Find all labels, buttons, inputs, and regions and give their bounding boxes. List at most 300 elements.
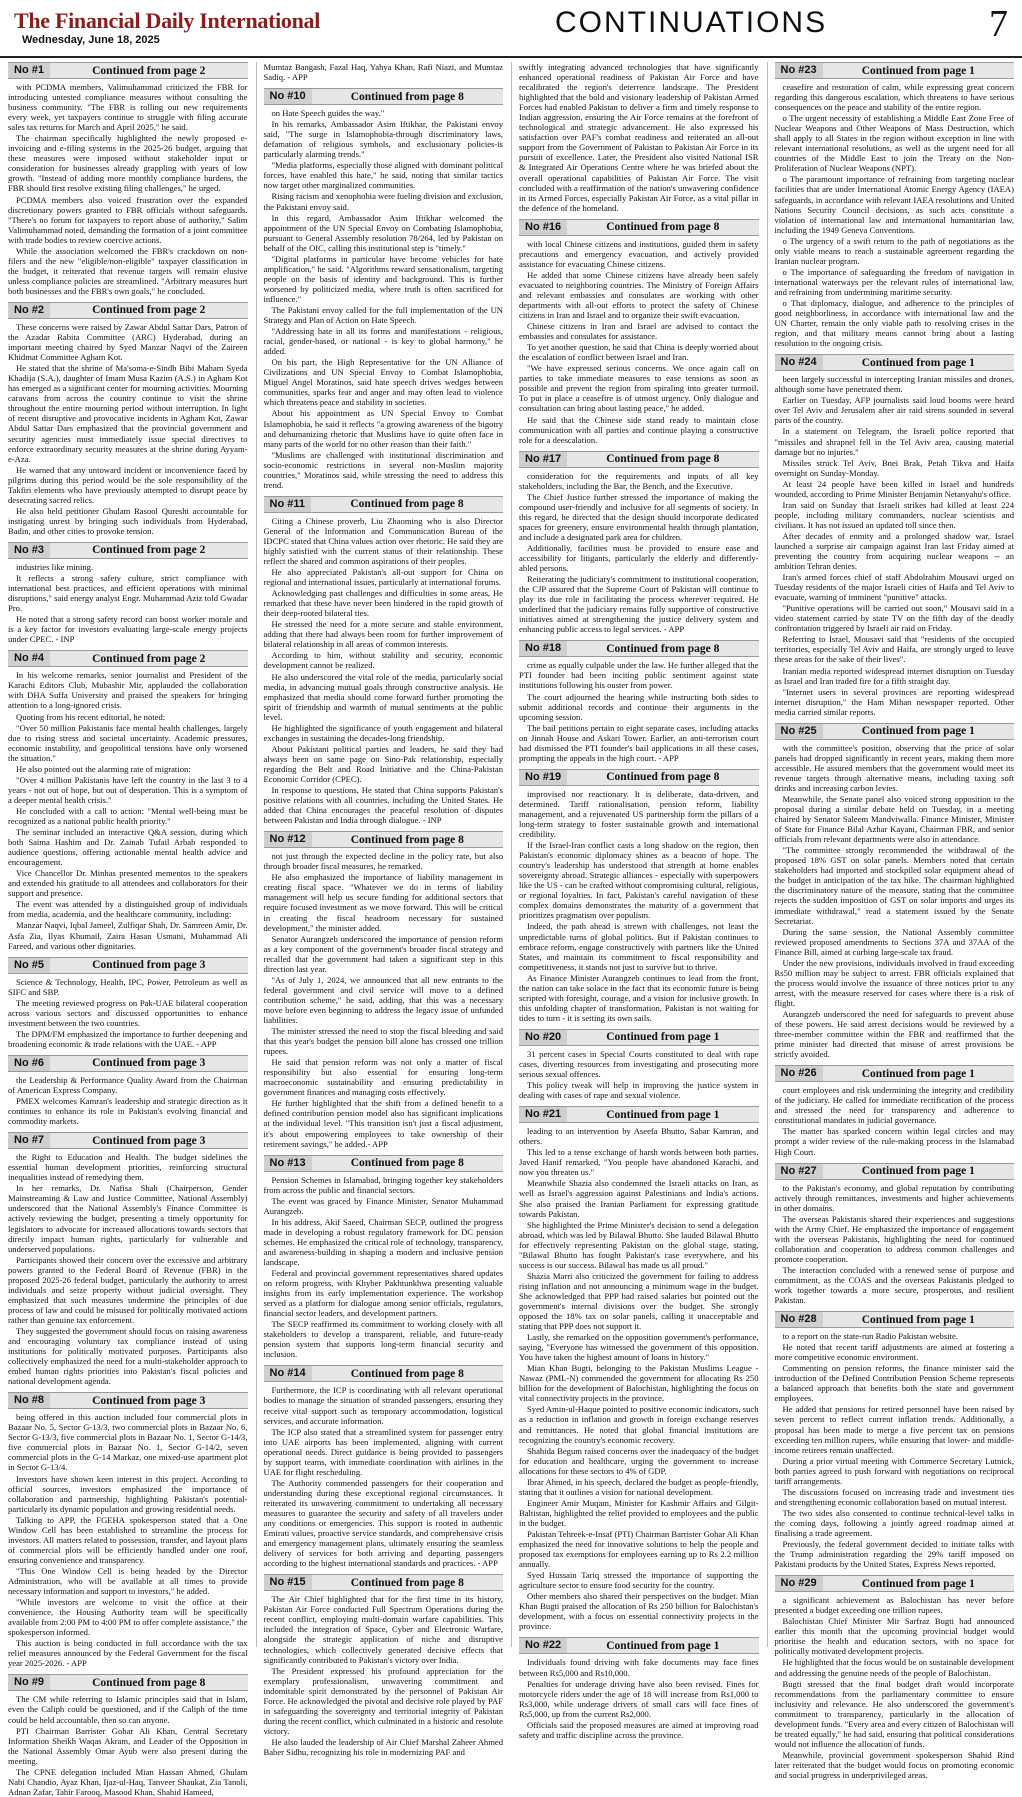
story-body — [775, 82, 1015, 348]
story — [519, 1637, 759, 1739]
continued-from-label: Continued from page 8 — [350, 498, 464, 511]
story-body — [775, 1595, 1015, 1780]
story-body — [519, 471, 759, 635]
column-1 — [8, 62, 248, 1797]
story-paragraph: He said that pension reform was not only a matter of fiscal responsibility but also essential for ensuring long-term macroeconomic sustainability and ensuring predictability in government finances and managing costs effectively. — [263, 1057, 503, 1098]
continued-from-label: Continued from page 8 — [350, 833, 464, 846]
story-header — [264, 1365, 504, 1382]
story-body — [519, 660, 759, 762]
story-paragraph: It reflects a strong safety culture, strict compliance with international best practices, and efficient operations with minimal disruptions," said energy analyst Engr. Muhammad Aziz told Gwadar Pro. — [8, 573, 248, 614]
story-paragraph: These concerns were raised by Zawar Abdul Sattar Dars, Patron of the Azadar Rabita Committee (ARC) Hyderabad, during an important meeting chaired by Syed Manzar Naqvi of the Zaireen Khidmat Committee Agham Kot. — [8, 321, 248, 363]
story-paragraph: He highlighted that the focus would be on sustainable development and addressing the genuine needs of the people of Balochistan. — [774, 1657, 1014, 1678]
story-paragraph: He also pointed out the alarming rate of migration: — [16, 763, 191, 774]
story-paragraph: Balochistan Chief Minister Mir Sarfraz Bugti had announced earlier this month that the upcoming provincial budget would prioritise the health and education sectors, with no space for politically motivated development projects. — [774, 1616, 1014, 1657]
story-header — [519, 640, 759, 657]
story-paragraph: Shazia Marri also criticized the government for failing to address rising inflation and not announcing a minimum wage in the budget. She acknowledged that PPP had raised salaries but pointed out the government's internal divisions over the budget. She strongly opposed the 18% tax on solar panels, calling it unacceptable and stating that PPP does not support it. — [519, 1270, 759, 1332]
story-paragraph: o The urgency of a swift return to the path of negotiations as the only viable means to reach a sustainable agreement regarding the Iranian nuclear program. — [774, 235, 1014, 266]
story-paragraph: Missiles struck Tel Aviv, Bnei Brak, Petah Tikva and Haifa overnight on Sunday-Monday. — [774, 457, 1014, 478]
story-paragraph: "Internet users in several provinces are reporting widespread internet disruption," the Ham Mihan newspaper reported. Other media carried similar reports. — [774, 686, 1014, 717]
story — [775, 354, 1015, 717]
continued-from-label: Continued from page 3 — [92, 959, 206, 972]
continued-from-label: Continued from page 8 — [350, 90, 464, 103]
story-paragraph: "Digital platforms in particular have become vehicles for hate amplification," he said. "Algorithms reward sensationalism, targeting people on the basis of identity and background. This is further worsened by politicized media, where truth is often sacrificed for influence." — [263, 253, 503, 304]
story-number: No #20 — [519, 1030, 567, 1045]
column-4 — [767, 62, 1015, 1780]
continued-from-label: Continued from page 1 — [861, 64, 975, 77]
story-header — [264, 831, 504, 848]
story-paragraph: The seminar included an interactive Q&A session, during which both Saima Hashim and Dr. Zainab Tufail Arbab responded to audience questions, offering actionable mental health advice and encouragement. — [8, 827, 248, 868]
story-paragraph: He also underscored the vital role of the media, particularly social media, in advancing mutual goals through constructive analysis. He emphasized that media should come forward further promoting the spirit of friendship and warmth of mutual sentiments at the public level. — [263, 671, 503, 722]
story — [519, 640, 759, 762]
story-body — [264, 108, 504, 490]
story-header — [519, 1029, 759, 1046]
story-header — [775, 62, 1015, 79]
story-paragraph: He further highlighted that the shift from a defined benefit to a defined contribution pension model also has significant implications at the individual level. "This transition isn't just a fiscal adjustment, it's about empowering employees to take ownership of their retirement savings," he added.- APP — [263, 1098, 503, 1149]
story-paragraph: PTI Chairman Barrister Gohar Ali Khan, Central Secretary Information Sheikh Waqas Akram, and Leader of the Opposition in the National Assembly Omar Ayub were also present during the meeting. — [8, 1725, 248, 1766]
story-paragraph: In this regard, Ambassador Asim Iftikhar welcomed the appointment of the UN Special Envoy on Combating Islamophobia, pursuant to General Assembly resolution 78/264, led by Pakistan on behalf of the OIC, calling this institutional step is "timely." — [263, 212, 503, 253]
story-paragraph: "Punitive operations will be carried out soon," Mousavi said in a video statement carried by state TV on the fifth day of the deadly confrontation triggered by Israeli air raid on Friday. — [774, 603, 1014, 634]
story-paragraph: He added that pensions for retired personnel have been raised by seven percent to reflect current inflation trends. Additionally, a proposal has been made to merge a five percent tax on pensions exceeding ten million rupees, while ensuring that lower- and middle-income retirees remain unaffected. — [774, 1404, 1014, 1455]
continued-from-label: Continued from page 1 — [861, 1067, 975, 1080]
story-paragraph: The Authority commended passengers for their cooperation and understanding during these exceptional regional circumstances. It reiterated its unwavering commitment to undertaking all necessary measures to guarantee the security and safety of all travelers under any conditions or emergencies. This support is rooted in authentic Emirati values, proactive service standards, and comprehensive crisis and emergency management plans, ultimately ensuring the seamless delivery of services for both arriving and departing passengers according to the highest international standards and practices. - APP — [263, 1477, 503, 1569]
story-paragraph: o The paramount importance of refraining from targeting nuclear facilities that are under International Atomic Energy Agency (IAEA) safeguards, in accordance with relevant IAEA resolutions and United Nations Security Council decisions, as such acts constitute a violation of international law and international humanitarian law, including the 1949 Geneva Conventions. — [774, 174, 1014, 235]
story-body — [775, 743, 1015, 1059]
story-body — [8, 322, 248, 536]
story-paragraph: ceasefire and restoration of calm, while expressing great concern regarding this dangerous escalation, which threatens to have serious consequences on the peace and stability of the entire region. — [774, 82, 1014, 113]
story-paragraph: Penalties for underage driving have also been revised. Fines for motorcycle riders under the age of 18 will increase from Rs1,000 to Rs3,000, while underage drivers of small cars will face fines of Rs5,000, up from the current Rs2,000. — [519, 1678, 759, 1719]
story-paragraph: Syed Hussain Tariq stressed the importance of supporting the agriculture sector to ensure food security for the country. — [519, 1570, 759, 1591]
story-body — [775, 1085, 1015, 1156]
story-paragraph: Pakistan Tehreek-e-Insaf (PTI) Chairman Barrister Gohar Ali Khan emphasized the need for innovative solutions to help the people and proposed tax exemptions for employees earning up to Rs 2.2 million annually. — [519, 1529, 759, 1570]
story-body — [8, 82, 248, 296]
story-paragraph: Quoting from his recent editorial, he noted: — [16, 711, 166, 722]
story-paragraph: In his welcome remarks, senior journalist and President of the Karachi Editors Club, Mubashir Mir, applauded the collaboration with DHA Suffa University and praised the speakers for bringing attention to a long-ignored crisis. — [8, 670, 248, 711]
columns — [0, 58, 1022, 1797]
story-header — [264, 1574, 504, 1591]
story-header — [8, 1132, 248, 1149]
story — [8, 957, 248, 1049]
story-paragraph: He warned that any untoward incident or inconvenience faced by pilgrims during this period would be the sole responsibility of the Takfiri elements who have previously attempted to disrupt peace by desecrating sacred relics. — [8, 464, 248, 505]
story-body — [264, 851, 504, 1148]
story-paragraph: This policy tweak will help in improving the justice system in dealing with cases of rape and sexual violence. — [519, 1080, 759, 1101]
story-paragraph: Earlier on Tuesday, AFP journalists said loud booms were heard over Tel Aviv and Jerusalem after air raid sirens sounded in several parts of the country. — [774, 395, 1014, 426]
story-paragraph: The CPNE delegation included Mian Hassan Ahmed, Ghulam Nabi Chandio, Ayaz Khan, Ijaz-ul-Haq, Tanveer Shaukat, Zia Tanoli, Adnan Zafar, Tahir Farooq, Masood Khan, Shahid Hameed, — [8, 1766, 248, 1797]
story-paragraph: Other members also shared their perspectives on the budget. Mian Khan Bugti praised the allocation of Rs 250 billion for Balochistan's development, with a focus on essential connectivity projects in the province. — [519, 1591, 759, 1632]
story — [519, 1106, 759, 1631]
story-paragraph: Engineer Amir Muqam, Minister for Kashmir Affairs and Gilgit-Baltistan, highlighted the relief provided to employees and the public in the budget. — [519, 1497, 759, 1528]
story-paragraph: Vice Chancellor Dr. Minhas presented mementos to the speakers and extended his gratitude to all attendees and collaborators for their support and presence. — [8, 868, 248, 899]
story-paragraph: About his appointment as UN Special Envoy to Combat Islamophobia, he said it reflects "a growing awareness of the bigotry and dehumanizing rhetoric that Muslims have to quite often face in many parts of the world for no other reason than their faith." — [263, 408, 503, 449]
story-paragraph: Previously, the federal government decided to initiate talks with the Trump administration regarding the 29% tariff imposed on Pakistani products by the United States, Express News reported. — [774, 1539, 1014, 1570]
story-paragraph: The Pakistani envoy called for the full implementation of the UN Strategy and Plan of Action on Hate Speech. — [263, 304, 503, 326]
story-paragraph: During a prior virtual meeting with Commerce Secretary Lutnick, both parties agreed to push forward with negotiations on reciprocal tariff arrangements. — [774, 1455, 1014, 1486]
story-header — [775, 354, 1015, 371]
story-paragraph: This auction is being conducted in full accordance with the tax relief measures announced by the Federal Government for the fiscal year 2025-2026. - APP — [8, 1638, 248, 1669]
story-number: No #14 — [264, 1366, 312, 1381]
continued-from-label: Continued from page 2 — [92, 304, 206, 317]
story-paragraph: He also held petitioner Ghulam Rasool Qureshi accountable for instigating unrest by bringing such individuals from Hyderabad, Badin, and other cities to provoke tension. — [8, 505, 248, 536]
story-number: No #2 — [8, 303, 50, 318]
story-paragraph: The President expressed his profound appreciation for the exemplary professionalism, unwavering commitment and indomitable spirit demonstrated by the personnel of Pakistan Air Force. He acknowledged the pivotal and decisive role played by PAF in safeguarding the sovereignty and territorial integrity of Pakistan during the recent conflict, which culminated in a historic and resolute victory. — [263, 1665, 503, 1736]
continued-from-label: Continued from page 8 — [606, 771, 720, 784]
story-paragraph: Science & Technology, Health, IPC, Power, Petroleum as well as SIFC and SBP. — [8, 976, 248, 997]
story-number: No #16 — [519, 220, 567, 235]
story-paragraph: Referring to Israel, Mousavi said that "residents of the occupied territories, especially Tel Aviv and Haifa, are strongly urged to leave these areas for the sake of their lives". — [774, 634, 1014, 665]
story-paragraph: "This One Window Cell is being headed by the Director Administration, who will be available at all times to provide necessary information and support to investors," he added. — [8, 1565, 248, 1597]
story-paragraph: Bugti stressed that the final budget draft would incorporate recommendations from the parliamentary committee to ensure inclusivity and relevance. He also underscored the government's commitment to transparency, particularly in the allocation of development funds. "Every area and every citizen of Balochistan will be treated equally," he had said, ensuring that political considerations would not influence the allocation of funds. — [774, 1678, 1014, 1749]
story-body — [264, 1385, 504, 1568]
story-paragraph: In his address, Akif Saeed, Chairman SECP, outlined the progress made in developing a robust regulatory framework for DC pension schemes. He emphasized the critical role of technology, transparency, and awareness-building in shaping a modern and inclusive pension landscape. — [263, 1216, 503, 1267]
story — [264, 1365, 504, 1568]
story-body — [775, 374, 1015, 717]
story-paragraph: "Over 50 million Pakistanis face mental health challenges, largely due to rising stress and societal uncertainty. Academic pressures, economic instability, and geopolitical tensions have only worsened the situation." — [8, 722, 248, 763]
continued-from-label: Continued from page 8 — [350, 1576, 464, 1589]
story — [264, 88, 504, 490]
story-paragraph: He stressed the need for a more secure and stable environment, adding that there had always been room for further improvement of bilateral relationship in all areas of common interests. — [263, 619, 503, 650]
story-paragraph: Syed Amin-ul-Haque pointed to positive economic indicators, such as a reduction in inflation and growth in foreign exchange reserves and remittances. He noted that global financial institutions are recognizing the country's economic recovery. — [519, 1404, 759, 1445]
story-header — [775, 1163, 1015, 1180]
continued-from-label: Continued from page 3 — [92, 1057, 206, 1070]
story-paragraph: Under the new provisions, individuals involved in fraud exceeding Rs50 million may be subject to arrest. FBR officials explained that the process would involve the issuance of three notices prior to any arrest, with the measure reserved for cases where there is a risk of flight. — [774, 957, 1014, 1008]
story-paragraph: o The urgent necessity of establishing a Middle East Zone Free of Nuclear Weapons and Other Weapons of Mass Destruction, which shall apply to all States in the region without exception in line with relevant international resolutions, as well as the urgent need for all countries of the Middle East to join the Treaty on the Non-Proliferation of Nuclear Weapons (NPT). — [774, 113, 1014, 174]
story-paragraph: During the same session, the National Assembly committee reviewed proposed amendments to Sections 37A and 37AA of the Finance Bill, aimed at curbing large-scale tax fraud. — [774, 926, 1014, 957]
story-paragraph: The chairman specifically highlighted the newly proposed e-invoicing and e-filing systems in the 2025-26 budget, arguing that these measures were imposed without stakeholder input or consideration for businesses already grappling with years of low growth. "Instead of adding more monthly compliance burdens, the FBR should first resolve existing filing challenges," he urged. — [8, 133, 248, 194]
story-body — [8, 1694, 248, 1796]
story-number: No #21 — [519, 1107, 567, 1122]
story-paragraph: Federal and provincial government representatives shared updates on reform progress, with Khyber Pakhtunkhwa presenting valuable insights from its early implementation experience. The workshop served as a platform for dialogue among senior officials, regulators, financial sector leaders, and development partners. — [263, 1268, 503, 1319]
story-paragraph: Furthermore, the ICP is coordinating with all relevant operational bodies to manage the situation of stranded passengers, ensuring they receive vital support such as temporary accommodation, logistical services, and accurate information. — [263, 1385, 503, 1426]
story-header — [775, 1065, 1015, 1082]
story-number: No #28 — [775, 1312, 823, 1327]
continued-from-label: Continued from page 1 — [861, 1313, 975, 1326]
story-body — [519, 789, 759, 1023]
story-paragraph: improvised nor reactionary. It is deliberate, data-driven, and determined. Tariff rationalisation, pension reform, liability management, and a rejuvenated US partnership form the pillars of a long-term strategy to foster sustainable growth and international credibility. — [519, 788, 759, 840]
story-paragraph: "While investors are welcome to visit the office at their convenience, the Housing Authority team will be specifically available from 2:00 PM to 4:00 PM to offer complete assistance," the spokesperson informed. — [8, 1597, 248, 1638]
story-paragraph: Acknowledging past challenges and difficulties in some areas, He remarked that these have never been hindered in the rapid growth of their deep-rooted bilateral ties. — [263, 588, 503, 619]
story-paragraph: The CM while referring to Islamic principles said that in Islam, even the Caliph could be questioned, and if the Caliph of the time could be held accountable, then so can anyone. — [8, 1694, 248, 1725]
continued-from-label: Continued from page 2 — [92, 544, 206, 557]
story-number: No #11 — [264, 497, 311, 512]
continued-from-label: Continued from page 8 — [606, 453, 720, 466]
story-header — [8, 1392, 248, 1409]
story-paragraph: Additionally, facilities must be provided to ensure ease and accessibility for litigants, particularly the elderly and differently-abled persons. — [519, 542, 759, 574]
story-paragraph: leading to an intervention by Aseefa Bhutto, Sabar Kamran, and others. — [519, 1126, 759, 1147]
story-paragraph: He concluded with a call to action: "Mental well-being must be recognized as a national public health priority." — [8, 805, 248, 826]
story-number: No #12 — [264, 832, 312, 847]
story-paragraph: He said that the Chinese side stand ready to maintain close communication with all parties and continue playing a constructive role for a deescalation. — [519, 414, 759, 445]
story — [8, 1674, 248, 1796]
story-header — [264, 1155, 504, 1172]
story — [775, 1311, 1015, 1569]
story-paragraph: "The committee strongly recommended the withdrawal of the proposed 18% GST on solar panels. Members noted that certain stakeholders had imported and stockpiled solar equipment ahead of the budget in anticipation of the tax hike. The chairman highlighted the discriminatory nature of the measure, stating that the committee rejects the sudden imposition of GST on solar imports and urges its immediate withdrawal," read a statement issued by the Senate Secretariat. — [774, 845, 1014, 926]
story-body — [264, 1175, 504, 1360]
story-body — [519, 1126, 759, 1631]
story-paragraph: Senator Aurangzeb underscored the importance of pension reform as a key component of the government's broader fiscal strategy and recalled that the government had taken a significant step in this direction last year. — [263, 933, 503, 974]
story-paragraph: "Media platforms, especially those aligned with dominant political forces, have enabled this hate," he said, noting that similar tactics now target other marginalized communities. — [263, 160, 503, 191]
story-number: No #7 — [8, 1133, 50, 1148]
story-paragraph: o The importance of safeguarding the freedom of navigation in international waterways per the relevant rules of international law, and refraining from undermining maritime security. — [774, 266, 1014, 297]
story-paragraph: While the association welcomed the FBR's crackdown on non-filers and the new "eligible/non-eligible" taxpayer classification in the budget, it reiterated that revenue targets will remain elusive unless compliance policies are streamlined. "Arbitrary measures hurt both businesses and the FBR's own goals," he concluded. — [8, 245, 248, 296]
story-number: No #19 — [519, 770, 567, 785]
continued-from-label: Continued from page 8 — [606, 642, 720, 655]
issue-date: Wednesday, June 18, 2025 — [22, 34, 160, 46]
continued-from-label: Continued from page 3 — [92, 1394, 206, 1407]
story-number: No #1 — [8, 63, 50, 78]
story-paragraph: At least 24 people have been killed in Israel and hundreds wounded, according to Prime Minister Benjamin Netanyahu's office. — [774, 478, 1014, 499]
continued-from-label: Continued from page 8 — [606, 221, 720, 234]
story-paragraph: The meeting reviewed progress on Pak-UAE bilateral cooperation across various sectors and discussed opportunities to enhance investment between the two countries. — [8, 997, 248, 1028]
story-body — [8, 1412, 248, 1668]
story-paragraph: The event was graced by Finance Minister, Senator Muhammad Aurangzeb. — [263, 1195, 503, 1216]
story — [8, 1392, 248, 1668]
story-paragraph: The DPM/FM emphasized the importance to further deepening and broadening economic & trade relations with the UAE. - APP — [8, 1028, 248, 1049]
story-paragraph: The event was attended by a distinguished group of individuals from media, academia, and the healthcare community, including: — [8, 899, 248, 920]
story-paragraph: The court adjourned the hearing while instructing both sides to submit additional records and continue their arguments in the upcoming session. — [519, 691, 759, 722]
story — [8, 650, 248, 950]
story-number: No #17 — [519, 452, 567, 467]
story-paragraph: "We have expressed serious concerns. We once again call on parties to take immediate measures to ease tensions as soon as possible and prevent the region from spiraling into greater turmoil. To put in place a ceasefire is of utmost urgency. Only dialogue and consultation can bring about lasting peace," he added. — [519, 363, 759, 414]
story-number: No #18 — [519, 641, 567, 656]
story-paragraph: to the Pakistan's economy, and global reputation by contributing actively through remittances, investments and higher achievements in other domains. — [774, 1182, 1014, 1213]
story-paragraph: Meanwhile, the Senate panel also voiced strong opposition to the proposal during a similar debate held on Tuesday, in a meeting chaired by Senator Saleem Mandviwalla. Finance Minister, Minister of State for Finance Bilal Azhar Kayani, Chairman FBR, and senior officials from relevant departments were also in attendance. — [774, 794, 1014, 845]
story-header — [519, 769, 759, 786]
story — [519, 451, 759, 635]
story-paragraph: "Addressing hate in all its forms and manifestations - religious, racial, gender-based, or national - is key to global harmony," he added. — [263, 326, 503, 357]
continued-from-label: Continued from page 1 — [861, 356, 975, 369]
story-paragraph: court employees and risk undermining the integrity and credibility of the judiciary. He called for immediate rectification of the process and stressed the need for transparency and adherence to constitutional mandates in judicial governance. — [774, 1085, 1014, 1126]
story-paragraph: Iran said on Sunday that Israeli strikes had killed at least 224 people, including military commanders, nuclear scientists and civilians. It has not issued an updated toll since then. — [774, 499, 1014, 530]
story — [775, 1163, 1015, 1306]
story-paragraph: He noted that a strong safety record can boost worker morale and is a key factor for investors evaluating large-scale energy projects under CPEC. - INP — [8, 614, 248, 645]
continued-from-label: Continued from page 8 — [350, 1157, 464, 1170]
story-paragraph: The minister stressed the need to stop the fiscal bleeding and said that this year's budget the pension bill alone has crossed one trillion rupees. — [263, 1026, 503, 1057]
story-paragraph: The matter has sparked concern within legal circles and may prompt a wider review of the rule-making process in the Islamabad High Court. — [774, 1126, 1014, 1157]
story-paragraph: The ICP also stated that a streamlined system for passenger entry into UAE airports has been implemented, aligning with current operational needs. Direct guidance is being provided to passengers by support teams, with immediate coordination with airlines in the UAE for flight rescheduling. — [263, 1426, 503, 1477]
story-paragraph: Aurangzeb underscored the need for safeguards to prevent abuse of these powers. He said arrest decisions would be reviewed by a three-member committee within the FBR and reaffirmed that the prime minister had directed that misuse of arrest provisions be strictly avoided. — [774, 1008, 1014, 1060]
story-paragraph: The discussions focused on increasing trade and investment ties and strengthening economic collaboration based on mutual interest. — [774, 1486, 1014, 1507]
story-number: No #8 — [8, 1393, 50, 1408]
continued-from-label: Continued from page 2 — [92, 652, 206, 665]
story-header — [8, 1055, 248, 1072]
story-paragraph: to a report on the state-run Radio Pakistan website. — [782, 1331, 958, 1342]
story-paragraph: crime as equally culpable under the law. He further alleged that the PTI founder had been inciting public sentiment against state institutions following his ouster from power. — [519, 660, 759, 691]
story-paragraph: on Hate Speech guides the way." — [271, 108, 385, 119]
story-paragraph: The Air Chief highlighted that for the first time in its history, Pakistan Air Force conducted Full Spectrum Operations during the recent conflict, employing multi-domain warfare capabilities. This included the integration of Space, Cyber and Electronic Warfare, alongside the strategic application of niche and disruptive technologies, which collectively generated decisive effects that significantly contributed to Pakistan's victory over India. — [263, 1594, 503, 1665]
story-lead-text: swiftly integrating advanced technologies that have significantly enhanced operational readiness of Pakistan Air Force and have recalibrated the region's deterrence landscape. The President highlighted that the bold and visionary leadership of Pakistan Armed Forces had enabled Pakistan to deliver a firm and timely response to Indian aggression, ensuring the Air Force remains at the forefront of technological and strategic advancement. He also expressed his satisfaction over PAF's combat readiness and reiterated an all-out support from the Government of Pakistan to Pakistan Air Force in its pursuit of excellence. Later, the President also visited National ISR & Integrated Air Operations Centre where he was briefed about the overall operational capabilities of Pakistan Air Force. The visit concluded with a reaffirmation of the nation's unwavering confidence in its Armed Forces, especially Pakistan Air Force, as a vital pillar in the defence of the homeland. — [519, 62, 759, 213]
story-paragraph: The two sides also consented to continue technical-level talks in the coming days, following a jointly agreed roadmap aimed at finalising a trade agreement. — [774, 1507, 1014, 1538]
story-number: No #6 — [8, 1056, 50, 1071]
story-paragraph: Lastly, she remarked on the opposition government's performance, saying, "Everyone has witnessed the government of this opposition. You have taken the highest amount of loans in history." — [519, 1332, 759, 1363]
story-paragraph: industries like mining. — [16, 561, 94, 572]
story — [519, 219, 759, 445]
masthead — [0, 0, 1022, 58]
story-body — [264, 516, 504, 825]
story-body — [519, 1657, 759, 1739]
story-paragraph: On his part, the High Representative for the UN Alliance of Civilizations and UN Special Envoy to Combat Islamophobia, Miguel Angel Moratinos, said hate speech drives wedges between communities, sparks fear and anger and may often lead to violence which threatens peace and stability in societies. — [263, 357, 503, 408]
story-header — [775, 723, 1015, 740]
story-paragraph: Commenting on pension reforms, the finance minister said the introduction of the Defined Contribution Pension Scheme represents a balanced approach that benefits both the state and government employees. — [774, 1363, 1014, 1404]
page-number: 7 — [989, 3, 1008, 45]
story — [264, 496, 504, 825]
continued-from-label: Continued from page 8 — [350, 1367, 464, 1380]
story-paragraph: not just through the expected decline in the policy rate, but also through broader fiscal measures, he remarked. — [263, 851, 503, 872]
story-paragraph: They suggested the government should focus on raising awareness and encouraging voluntary tax compliance instead of using institutions for politically motivated purposes. Participants also collectively emphasized the need for a multi-stakeholder approach to embed human rights priorities into Pakistan's fiscal policies and national development agenda. — [8, 1325, 248, 1387]
story-paragraph: Meanwhile Shazia also condemned the Israeli attacks on Iran, as well as Israel's aggression against Palestinians and India's actions. She also praised the Iranian Parliament for expressing gratitude towards Pakistan. — [519, 1178, 759, 1219]
story — [264, 1155, 504, 1360]
story-paragraph: Chinese citizens in Iran and Israel are advised to contact the embassies and consulates for assistance. — [519, 321, 759, 342]
story-paragraph: He also emphasized the importance of liability management in creating fiscal space. "Whatever we do in terms of liability management will help us secure funding for additional sectors that require focused investment as we move forward. This will be critical in creating the fiscal headroom necessary for sustained development," the minister added. — [263, 872, 503, 933]
story-paragraph: a significant achievement as Balochistan has never before presented a budget exceeding one trillion rupees. — [774, 1595, 1014, 1616]
story-paragraph: He also lauded the leadership of Air Chief Marshal Zaheer Ahmed Baber Sidhu, recognizing his role in modernizing PAF and — [263, 1736, 503, 1757]
story-number: No #23 — [775, 63, 823, 78]
story-paragraph: Investors have shown keen interest in this project. According to official sources, investors emphasized the importance of collaboration and partnership, highlighting Pakistan's potential-particularly its dynamic population and growing residential needs. — [8, 1473, 248, 1514]
story-paragraph: Shahida Begum raised concerns over the inadequacy of the budget for education and healthcare, urging the government to increase allocations for these sectors to 4% of GDP. — [519, 1445, 759, 1476]
story-paragraph: He highlighted the significance of youth engagement and bilateral exchanges in sustaining the decades-long friendship. — [263, 722, 503, 743]
story-paragraph: Individuals found driving with fake documents may face fines between Rs5,000 and Rs10,000. — [519, 1657, 759, 1678]
continued-from-label: Continued from page 2 — [92, 64, 206, 77]
story-paragraph: Rising racism and xenophobia were fueling division and exclusion, the Pakistani envoy said. — [263, 191, 503, 212]
story-paragraph: In his remarks, Ambassador Asim Iftikhar, the Pakistani envoy said, "The surge in Islamophobia-through discriminatory laws, defamation of religious symbols, and exclusionary policies-is particularly alarming trends." — [263, 119, 503, 160]
story-paragraph: Participants showed their concern over the excessive and arbitrary powers granted to the Federal Board of Revenue (FBR) in the proposed 2025-26 federal budget, particularly the authority to arrest individuals and seize property without judicial oversight. They emphasized that such measures undermine the principles of due process of law and could be misused for politically motivated actions rather than genuine tax enforcement. — [8, 1254, 248, 1325]
story-number: No #15 — [264, 1575, 312, 1590]
story-body — [8, 1075, 248, 1126]
continued-from-label: Continued from page 1 — [606, 1108, 720, 1121]
column-3 — [511, 62, 759, 1740]
story-paragraph: consideration for the requirements and inputs of all key stakeholders, including the Bar, the Bench, and the Executive. — [519, 470, 759, 491]
story-number: No #5 — [8, 958, 50, 973]
story — [775, 62, 1015, 348]
story-number: No #10 — [264, 89, 312, 104]
story-paragraph: been largely successful in intercepting Iranian missiles and drones, although some have penetrated them. — [774, 374, 1014, 395]
story-paragraph: He noted that recent tariff adjustments are aimed at fostering a more competitive economic environment. — [774, 1342, 1014, 1363]
story — [775, 1065, 1015, 1156]
story-paragraph: Citing a Chinese proverb, Liu Zhaoming who is also Director General of the Information and Communication Bureau of the IDCPC stated that China values action over rhetoric. He said they are highly satisfied with the current status of their relationship. These reflect the shared and common aspirations of their peoples. — [263, 515, 503, 567]
story-header — [775, 1311, 1015, 1328]
story-paragraph: Iran's armed forces chief of staff Abdolrahim Mousavi urged on Tuesday residents of the major Israeli cities of Haifa and Tel Aviv to evacuate, warning of imminent "punitive" attacks. — [774, 572, 1014, 603]
continued-from-label: Continued from page 1 — [861, 725, 975, 738]
story-paragraph: The overseas Pakistanis shared their experiences and suggestions with the Army Chief. He emphasized the importance of engagement with the overseas Pakistanis, highlighting the need for continued collaboration and cooperation to address common challenges and promote cooperation. — [774, 1213, 1014, 1264]
story-paragraph: 31 percent cases in Special Courts constituted to deal with rape cases, diverting resources from investigating and prosecuting more serious sexual offences. — [519, 1048, 759, 1080]
story-paragraph: After decades of enmity and a prolonged shadow war, Israel launched a surprise air campaign against Iran last Friday aimed at preventing the country from acquiring nuclear weapons -- an ambition Tehran denies. — [774, 530, 1014, 572]
continued-from-label: Continued from page 3 — [92, 1134, 206, 1147]
story — [8, 1132, 248, 1386]
story-header — [8, 542, 248, 559]
story-body — [8, 1152, 248, 1386]
story-paragraph: Talking to APP, the FGEHA spokesperson stated that a One Window Cell has been established to streamline the process for investors. All matters related to possession, transfer, and layout plans of commercial plots will be efficiently handled under one roof, ensuring convenience and transparency. — [8, 1514, 248, 1565]
story-body — [775, 1183, 1015, 1306]
story-paragraph: About Pakistani political parties and leaders, he said they had always been on same page on Sino-Pak relationship, especially regarding the Belt and Road Initiative and the China-Pakistan Economic Corridor (CPEC). — [263, 743, 503, 784]
story-paragraph: Meanwhile, provincial government spokesperson Shahid Rind later reiterated that the budget would focus on promoting economic and social progress in underprivileged areas. — [774, 1749, 1014, 1780]
story-paragraph: PMEX welcomes Kamran's leadership and strategic direction as it continues to enhance its role in Pakistan's evolving financial and commodity markets. — [8, 1096, 248, 1127]
story-paragraph: To yet another question, he said that China is deeply worried about the escalation of conflict between Israel and Iran. — [519, 342, 759, 363]
story — [8, 542, 248, 644]
story-lead-text: Mumtaz Bangash, Fazal Haq, Yahya Khan, Rafi Niazi, and Mumtaz Sadiq. - APP — [263, 62, 503, 83]
story-header — [519, 219, 759, 236]
story-body — [8, 562, 248, 644]
story-paragraph: Officials said the proposed measures are aimed at improving road safety and traffic discipline across the province. — [519, 1719, 759, 1740]
story-paragraph: the Right to Education and Health. The budget sidelines the essential human development priorities, reinforcing structural inequalities instead of remedying them. — [8, 1152, 248, 1183]
story-paragraph: This led to a tense exchange of harsh words between both parties. Javed Hanif remarked, "You people have abandoned Karachi, and now you threaten us." — [519, 1147, 759, 1178]
story-paragraph: "Over 4 million Pakistanis have left the country in the last 3 to 4 years - not out of hope, but out of desperation. This is a symptom of a deeper mental health crisis." — [8, 774, 248, 805]
story — [8, 62, 248, 296]
story-paragraph: "As of July 1, 2024, we announced that all new entrants to the federal government and civil service will move to a defined contribution scheme," he said, adding, that this was a necessary move before even beginning to address the legacy issue of unfunded liabilities. — [263, 974, 503, 1025]
continued-from-label: Continued from page 1 — [606, 1639, 720, 1652]
story-number: No #24 — [775, 355, 823, 370]
story-paragraph: The Chief Justice further stressed the importance of making the compound user-friendly and inclusive for all segments of society. In this regard, he directed that the design should incorporate dedicated spaces for greenery, ensure environmental health through plantation, and include a designated park area for children. — [519, 491, 759, 542]
story-body — [264, 1594, 504, 1757]
story-paragraph: Manzar Naqvi, Iqbal Jameel, Zulfiqar Shah, Dr. Samreen Amir, Dr. Asfa Zia, Ilyas Khumail, Zaira Hasan Usmani, Muhammad Ali Fareed, and various other dignitaries. — [8, 920, 248, 951]
story-paragraph: with the committee's position, observing that the price of solar panels had dropped significantly in recent years, making them more accessible. He assured members that the government would meet its revenue targets through alternative means, including taxing soft drinks and increasing carbon levies. — [774, 742, 1014, 793]
story-header — [264, 496, 504, 513]
story-paragraph: Indeed, the path ahead is strewn with challenges, not least the unpredictable turns of global politics. But if Pakistan continues to embrace reform, engage constructively with partners like the United States, and maintain its commitment to fiscal responsibility and competitiveness, it stands not just to survive but to thrive. — [519, 921, 759, 972]
continued-from-label: Continued from page 8 — [92, 1676, 206, 1689]
story — [264, 1574, 504, 1757]
story-header — [519, 1106, 759, 1123]
story-body — [8, 670, 248, 950]
story-paragraph: In her remarks, Dr. Nafisa Shah (Chairperson, Gender Mainstreaming & Law and Justice Committee, National Assembly) underscored that the National Assembly's Finance Committee is actively reviewing the budget, presenting a timely opportunity for legislators to advocate for increased allocations towards sectors that directly impact human rights, particularly for vulnerable and underserved populations. — [8, 1183, 248, 1254]
story-number: No #9 — [8, 1675, 50, 1690]
story — [8, 302, 248, 536]
story-paragraph: He stated that the shrine of Ma'soma-e-Sindh Bibi Maham Syeda Khadija (S.A.), daughter of Imam Musa Kazim (A.S.) in Agham Kot has emerged as a significant center for mourning activities. Mourning caravans from across the country continue to visit the shrine throughout the entire mourning period without interruption. In light of recent disruptive and provocative incidents in Agham Kot, Zawar Abdul Sattar Dars emphasized that the provincial government and security agencies must immediately issue special directives to enforce extraordinary security measures at the shrine during Ayyam-e-Aza. — [8, 363, 248, 464]
story-paragraph: The interaction concluded with a renewed sense of purpose and commitment, as the COAS and the overseas Pakistanis pledged to work together towards a more secure, prosperous, and resilient Pakistan. — [774, 1264, 1014, 1306]
story — [519, 769, 759, 1023]
story-number: No #4 — [8, 651, 50, 666]
story — [775, 723, 1015, 1059]
story-paragraph: She highlighted the Prime Minister's decision to send a delegation abroad, which was led by Bilawal Bhutto. She lauded Bilawal Bhutto for effectively representing Pakistan on the global stage, stating, "Bilawal Bhutto has fought Pakistan's case everywhere, and his success is our success. Bilawal has made us all proud." — [519, 1219, 759, 1270]
story-paragraph: with PCDMA members, Valimuhammad criticized the FBR for introducing untested compliance measures without consulting the business community. "The FBR is rolling out new requirements every week, yet taxpayers continue to struggle with filing accurate sales tax returns for March and April 2025," he said. — [8, 82, 248, 133]
story-paragraph: In a statement on Telegram, the Israeli police reported that "missiles and shrapnel fell in the Tel Aviv area, causing material damage but no injuries." — [774, 426, 1014, 457]
story-number: No #27 — [775, 1164, 823, 1179]
story-paragraph: Ibrar Ahmed, in his speech, declared the budget as people-friendly, stating that it outlines a vision for national development. — [519, 1476, 759, 1497]
story-paragraph: He added that some Chinese citizens have already been safely evacuated to neighboring countries. The Ministry of Foreign Affairs and relevant embassies and consulates are working with other departments with all-out efforts to protect the safety of Chinese citizens in Iran and Israel and to organize their swift evacuation. — [519, 269, 759, 321]
story-number: No #22 — [519, 1638, 567, 1653]
story-body — [775, 1331, 1015, 1569]
story-body — [8, 977, 248, 1049]
story — [775, 1575, 1015, 1780]
story-paragraph: According to him, without stability and security, economic development cannot be realized. — [263, 650, 503, 671]
story-paragraph: the Leadership & Performance Quality Award from the Chairman of American Express Company. — [8, 1074, 248, 1095]
story-paragraph: Pension Schemes in Islamabad, bringing together key stakeholders from across the public and financial sectors. — [263, 1174, 503, 1195]
story-header — [519, 451, 759, 468]
story-paragraph: PCDMA members also voiced frustration over the expanded discretionary powers granted to FBR officials without safeguards. "There's no forum for taxpayers to report abuse of authority," Salim Valimuhammad noted, demanding the formation of a joint committee with trade bodies to review coercive actions. — [8, 194, 248, 245]
section-title: CONTINUATIONS — [555, 6, 828, 39]
story-header — [8, 957, 248, 974]
story-body — [519, 1049, 759, 1100]
story-paragraph: Reiterating the judiciary's commitment to institutional cooperation, the CJP assured that the Supreme Court of Pakistan will continue to play its due role in facilitating the process wherever required. He underlined that the judiciary remains fully supportive of constructive initiatives aimed at strengthening the justice delivery system and enhancing public access to legal services. - APP — [519, 574, 759, 635]
story — [8, 1055, 248, 1126]
story-paragraph: He also appreciated Pakistan's all-out support for China on regional and international issues, particularly at international forums. — [263, 567, 503, 588]
story-paragraph: As Finance Minister Aurangzeb continues to lead from the front, the nation can take solace in the fact that its economic future is being scripted with foresight, courage, and a vision for inclusive growth. In this unfolding chapter of transformation, Pakistan is not waiting for tides to turn - it is setting its own sails. — [519, 972, 759, 1023]
story-paragraph: Iranian media reported widespread internet disruption on Tuesday as Israel and Iran traded fire for a fifth straight day. — [774, 665, 1014, 686]
newspaper-name: The Financial Daily International — [14, 8, 321, 33]
column-2 — [256, 62, 504, 1757]
story-paragraph: The bail petitions pertain to eight separate cases, including attacks on Jinnah House and Askari Tower. Earlier, an anti-terrorism court had dismissed the PTI founder's bail applications in all these cases, prompting the appeals in the high court. - APP — [519, 722, 759, 763]
story-paragraph: If the Israel-Iran conflict casts a long shadow on the region, then Pakistan's economic diplomacy shines as a beacon of hope. The country's leadership has understood that strength at home enables sovereignty abroad. Strategic alliances - especially with superpowers like the US - can be crafted without compromising cultural, religious, or regional loyalties. In fact, Pakistan's careful navigation of these complex domains demonstrates the maturity of a government that prioritizes pragmatism over populism. — [519, 840, 759, 921]
story — [264, 831, 504, 1148]
story-paragraph: The SECP reaffirmed its commitment to working closely with all stakeholders to develop a transparent, reliable, and future-ready pension system that supports long-term financial security and inclusion. — [263, 1319, 503, 1360]
story-header — [775, 1575, 1015, 1592]
story-paragraph: "Muslims are challenged with institutional discrimination and socio-economic restrictions in several non-Muslim majority countries," Moratinos said, while stressing the need to address this trend. — [263, 449, 503, 490]
story-paragraph: Mian Khan Bugti, belonging to the Pakistan Muslims League - Nawaz (PML-N) commended the government for allocating Rs 250 billion for the development of Balochistan, highlighting the focus on vital connectivity projects in the province. — [519, 1363, 759, 1404]
story-paragraph: with local Chinese citizens and institutions, guided them in safety precautions and emergency evacuation, and actively provided assistance for evacuating Chinese citizens. — [519, 238, 759, 269]
story-body — [519, 239, 759, 445]
story-header — [519, 1637, 759, 1654]
story-header — [8, 1674, 248, 1691]
story-number: No #26 — [775, 1066, 823, 1081]
story-header — [8, 650, 248, 667]
story-paragraph: o That diplomacy, dialogue, and adherence to the principles of good neighborliness, in accordance with international law and the UN Charter, remain the only viable path to resolving crises in the region, and that military means cannot bring about a lasting resolution to the ongoing crisis. — [774, 297, 1014, 349]
story-header — [264, 88, 504, 105]
